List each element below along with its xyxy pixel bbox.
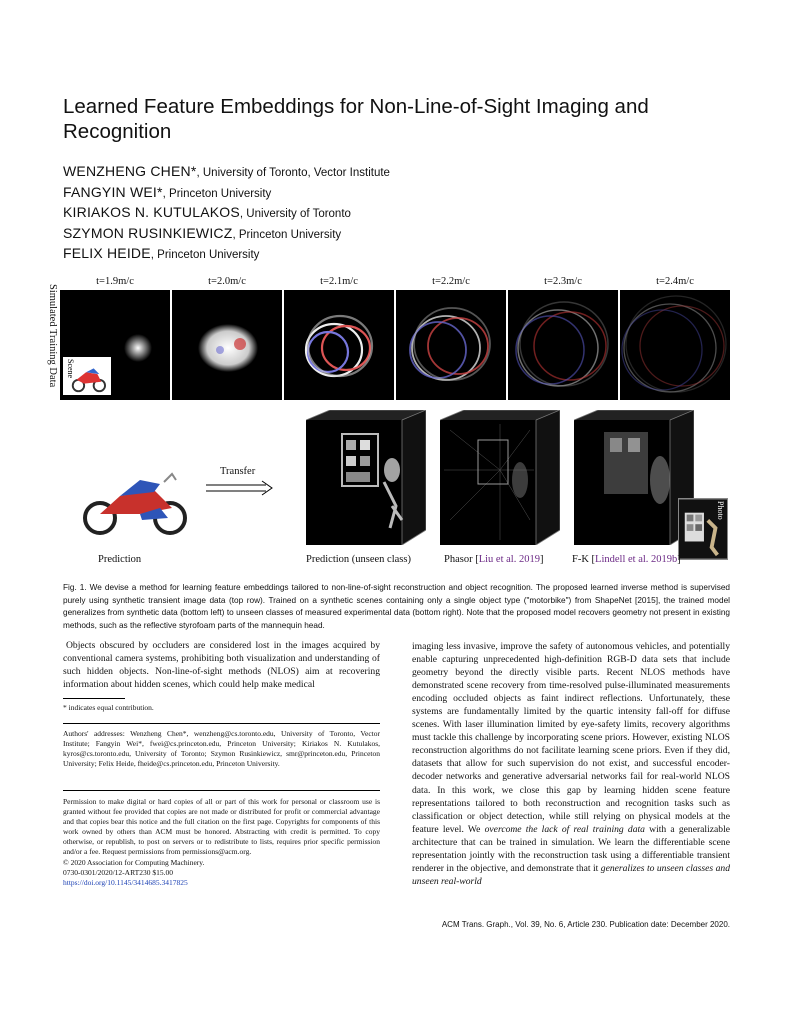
phasor-citation-link[interactable]: Liu et al. 2019 [478,554,540,565]
author-affiliation: , Princeton University [150,249,260,262]
author-affiliation: , University of Toronto, Vector Institute [196,167,390,179]
fk-prefix: F-K [ [572,554,596,565]
author-affiliation: , Princeton University [162,187,272,200]
label-prediction-unseen: Prediction (unseen class) [306,554,411,565]
transient-frame-6 [620,290,730,400]
transfer-label: Transfer [220,466,256,477]
double-arrow-icon [206,480,274,496]
address-rule [63,723,380,724]
text-run: with a generalizable architecture that can be trained in simulation. We learn the differentiable scene representation jointly with the reconstruction task using a differentiable transient renderer in the objective, and demonstrate that it [412,823,730,874]
transient-frame-5 [508,290,618,400]
intro-paragraph: Objects obscured by occluders are considered lost in the images acquired by conventional camera systems, prohibiting both visualization and understanding of such hidden objects. Non-line-of-sight methods (NLOS) aim at recovering information about hidden scenes, which could help make medical [63,640,380,691]
transient-frame-3 [284,290,394,400]
volume-fk [574,410,694,545]
author-line [63,244,723,265]
author-name: FANGYIN WEI* [63,183,163,200]
emphasis-run: generalizes to unseen classes and unseen real-world [412,862,730,887]
teaser-figure [40,276,740,576]
volume-phasor [440,410,560,545]
author-line [63,162,723,183]
motorbike-prediction [80,462,190,537]
equal-contribution-footnote: * indicates equal contribution. [63,703,154,712]
issn-line: 0730-0301/2020/12-ART230 $15.00 [63,867,173,877]
permission-notice: Permission to make digital or hard copies of all or part of this work for personal or classroom use is granted without fee provided that copies are not made or distributed for profit or commercial advantage and that copies bear this notice and the full citation on the first page. Copyrights for components of this work owned by others than ACM must be honored. Abstracting with credit is permitted. To copy otherwise, or republish, to post on servers or to redistribute to lists, requires prior specific permission and/or a fee. Request permissions from permissions@acm.org. [63,797,380,857]
running-footer: ACM Trans. Graph., Vol. 39, No. 6, Article 230. Publication date: December 2020. [441,920,730,929]
time-label: t=2.1m/c [320,276,358,287]
body-right-column [412,640,730,888]
photo-inset [678,498,728,560]
figure-caption: Fig. 1. We devise a method for learning feature embeddings tailored to non-line-of-sight reconstruction and object recognition. The proposed learned inverse method is supervised purely using synthetic transient image data (top row). Trained on a synthetic scenes containing only a single object type ("motorbike") from ShapeNet [2015], the trained model generalizes from synthetic data (bottom left) to unseen classes of measured experimental data (bottom right). Note that the proposed model recovers geometry not present in existing methods, such as the reflective styrofoam parts of the mannequin head. [63,583,730,630]
author-addresses: Authors' addresses: Wenzheng Chen*, wenzheng@cs.toronto.edu, University of Toronto, Vector Institute; Fangyin Wei*, fwei@cs.princeton.edu, Princeton University; Kiriakos N. Kutulakos, kyros@cs.toronto.edu, University of Toronto; Szymon Rusinkiewicz, smr@princeton.edu, Princeton University; Felix Heide, fheide@cs.princeton.edu, Princeton University. [63,729,380,769]
volume-prediction-unseen [306,410,426,545]
paper-title: Learned Feature Embeddings for Non-Line-of-Sight Imaging and Recognition [63,95,649,143]
label-phasor [444,554,543,565]
scene-inset [62,356,112,396]
body-left-column [63,639,380,691]
author-name: SZYMON RUSINKIEWICZ [63,224,233,241]
time-label: t=2.4m/c [656,276,694,287]
row-label: Simulated Training Data [47,284,58,388]
author-line [63,224,723,245]
author-line [63,203,723,224]
permission-block [63,797,380,888]
doi-link[interactable]: https://doi.org/10.1145/3414685.3417825 [63,877,188,887]
text-run: imaging less invasive, improve the safety of autonomous vehicles, and potentially enable capturing unprecedented high-definition RGB-D data sets that include geometry beyond the directly visible parts. Recent NLOS methods have demonstrated scene recovery from time-resolved pulse-illuminated measurements encoding occluded objects as faint indirect reflections. Unfortunately, these systems are fundamentally limited by the quartic intensity fall-off for diffuse scenes. With laser illumination limited by eye-safety limits, recovery algorithms must tackle this challenge by incorporating scene priors. However, existing NLOS reconstruction algorithms do not facilitate learning scene priors. Even if they did, datasets that allow for such supervision do not exist, and successful encoder-decoder networks and generative adversarial networks fail for real-world NLOS data. In this work, we close this gap by learning hidden scene feature representations tailored to both reconstruction and recognition tasks such as classification or object detection, while still relying on physical models at the feature level. We [412,641,730,835]
fk-citation-link[interactable]: Lindell et al. 2019b [595,554,678,565]
transient-frame-1 [60,290,170,400]
scene-label: Scene [66,359,75,379]
footnote-rule [63,698,125,699]
time-label: t=2.3m/c [544,276,582,287]
bottom-panels [40,410,740,580]
author-affiliation: , University of Toronto [239,208,351,221]
author-name: FELIX HEIDE [63,245,151,262]
intro-continued-paragraph [412,640,730,888]
photo-label: Photo [716,501,725,520]
transient-frame-2 [172,290,282,400]
author-name: WENZHENG CHEN* [63,163,197,179]
time-label: t=2.0m/c [208,276,246,287]
time-label: t=1.9m/c [96,276,134,287]
label-prediction: Prediction [98,554,142,565]
permission-rule [63,790,380,791]
time-label: t=2.2m/c [432,276,470,287]
author-name: KIRIAKOS N. KUTULAKOS [63,204,240,221]
phasor-suffix: ] [539,554,544,565]
phasor-prefix: Phasor [ [444,554,479,565]
author-line [63,183,723,204]
author-affiliation: , Princeton University [232,228,342,241]
emphasis-run: overcome the lack of real training data [484,823,645,835]
label-fk [572,554,681,565]
copyright-line: © 2020 Association for Computing Machinery. [63,857,205,867]
fk-suffix: ] [677,554,681,565]
author-list [63,162,723,265]
transient-frame-4 [396,290,506,400]
